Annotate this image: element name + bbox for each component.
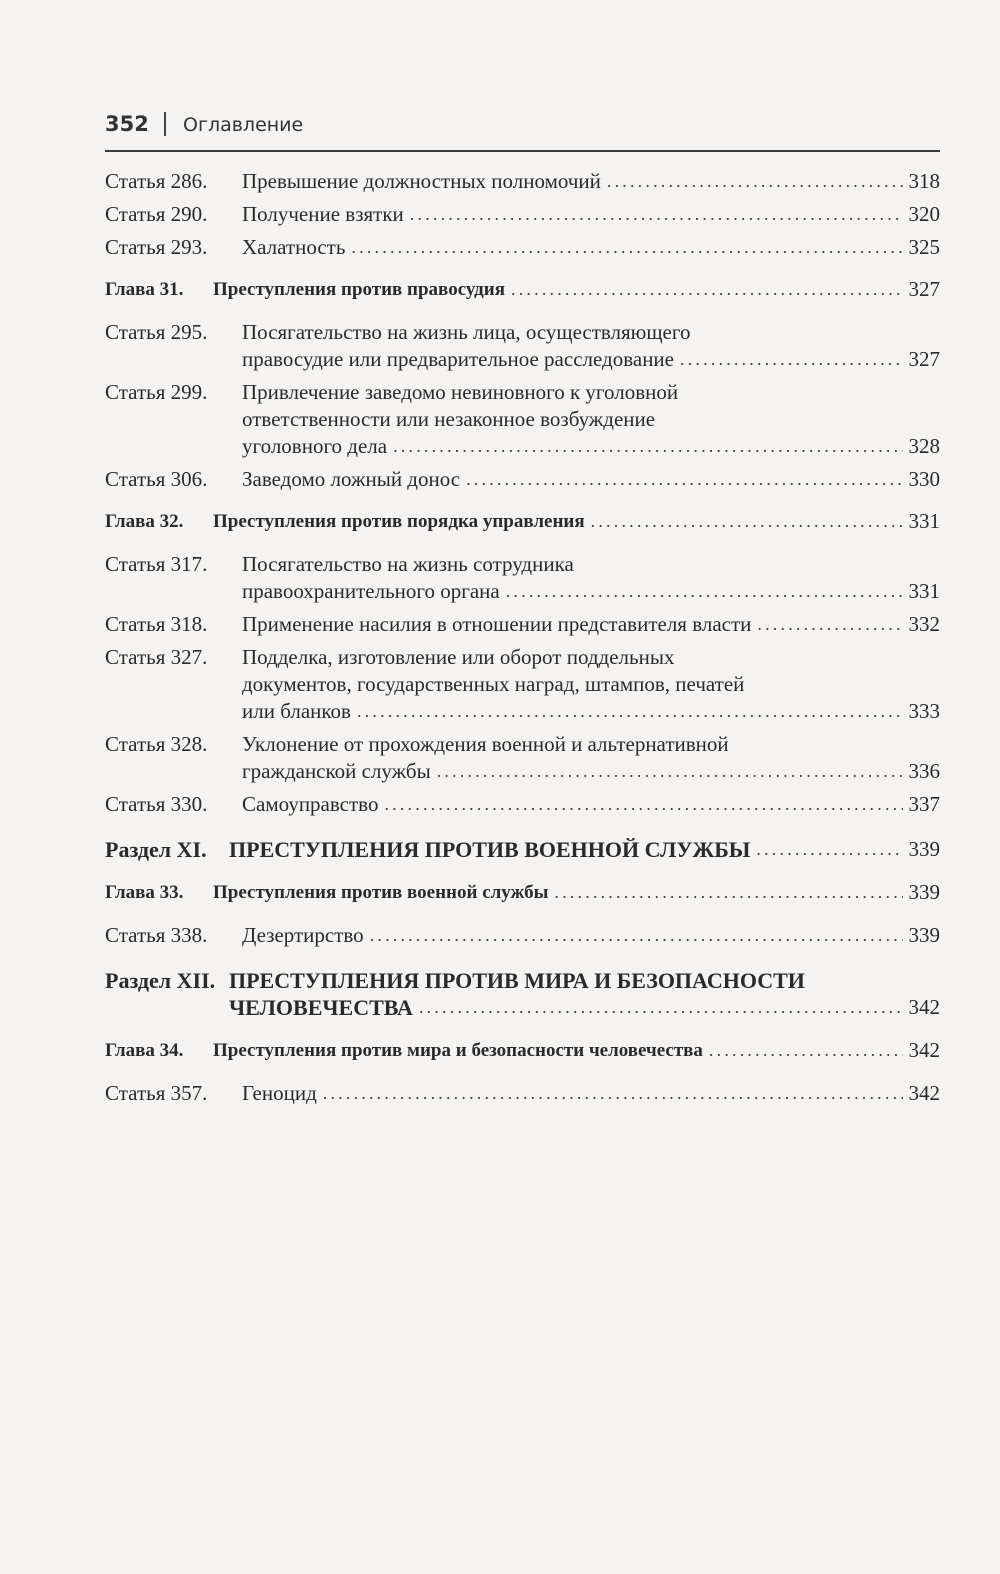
running-header bbox=[105, 106, 940, 152]
toc-entry-title-line: правосудие или предварительное расследование bbox=[242, 347, 674, 371]
toc-entry-label: Глава 31. bbox=[105, 279, 184, 300]
toc-entry-title bbox=[242, 644, 940, 725]
toc-entry-label: Раздел XII. bbox=[105, 968, 216, 993]
toc-entry-page: 337 bbox=[908, 792, 940, 816]
toc-entry-label: Статья 317. bbox=[105, 552, 208, 576]
toc-entry-title-line: Посягательство на жизнь лица, осуществляющего bbox=[242, 320, 691, 344]
toc-entry-section bbox=[105, 836, 940, 863]
toc-entry-label: Статья 293. bbox=[105, 235, 208, 259]
toc-entry-page: 318 bbox=[908, 169, 940, 193]
toc-entry-title-line: Преступления против правосудия bbox=[213, 279, 506, 300]
toc-entry-article bbox=[105, 201, 940, 228]
toc-entry-title bbox=[242, 731, 940, 785]
toc-entry-title bbox=[242, 611, 940, 638]
dot-leader bbox=[357, 698, 903, 725]
toc-entry-label: Статья 318. bbox=[105, 612, 208, 636]
toc-entry-page: 342 bbox=[908, 1081, 940, 1105]
toc-entry-title-line: Заведомо ложный донос bbox=[242, 467, 461, 491]
toc-entry-article bbox=[105, 731, 940, 785]
toc-entry-page: 339 bbox=[908, 880, 940, 904]
toc-entry-page: 327 bbox=[908, 347, 940, 371]
toc-entry-title-line: Превышение должностных полномочий bbox=[242, 169, 601, 193]
toc-entry-article bbox=[105, 922, 940, 949]
toc-entry-title bbox=[229, 836, 940, 863]
toc-entry-chapter bbox=[105, 276, 940, 303]
toc-entry-label: Раздел XI. bbox=[105, 837, 207, 862]
toc-entry-page: 320 bbox=[908, 202, 940, 226]
dot-leader bbox=[709, 1037, 903, 1064]
toc-entry-page: 339 bbox=[908, 837, 940, 861]
toc-entry-title-line: Применение насилия в отношении представителя власти bbox=[242, 612, 752, 636]
toc-entry-page: 327 bbox=[908, 277, 940, 301]
toc-entry-title-line: Подделка, изготовление или оборот поддельных bbox=[242, 645, 675, 669]
toc-entry-article bbox=[105, 1080, 940, 1107]
dot-leader bbox=[370, 922, 903, 949]
toc-entry-article bbox=[105, 791, 940, 818]
dot-leader bbox=[466, 466, 902, 493]
toc-entry-article bbox=[105, 234, 940, 261]
dot-leader bbox=[351, 234, 902, 261]
toc-entry-title-line: Геноцид bbox=[242, 1081, 317, 1105]
dot-leader bbox=[323, 1080, 903, 1107]
toc-entry-page: 330 bbox=[908, 467, 940, 491]
toc-entry-title-line: или бланков bbox=[242, 699, 351, 723]
toc-entry-article bbox=[105, 379, 940, 460]
toc-entry-section bbox=[105, 967, 940, 1021]
toc-entry-title bbox=[213, 1037, 940, 1064]
toc-entry-page: 331 bbox=[908, 579, 940, 603]
toc-entry-article bbox=[105, 551, 940, 605]
toc-entry-chapter bbox=[105, 508, 940, 535]
toc-entry-title-line: ЧЕЛОВЕЧЕСТВА bbox=[229, 995, 413, 1020]
toc-entry-page: 325 bbox=[908, 235, 940, 259]
toc-entry-title bbox=[242, 922, 940, 949]
dot-leader bbox=[757, 611, 902, 638]
toc-entry-title bbox=[213, 276, 940, 303]
toc-entry-title-line: документов, государственных наград, штампов, печатей bbox=[242, 672, 745, 696]
toc-entry-article bbox=[105, 466, 940, 493]
toc-entry-title-line: Преступления против порядка управления bbox=[213, 511, 585, 532]
toc-entry-title-line: правоохранительного органа bbox=[242, 579, 500, 603]
dot-leader bbox=[680, 346, 903, 373]
toc-entry-title-line: Дезертирство bbox=[242, 923, 364, 947]
toc-entry-title bbox=[242, 234, 940, 261]
toc-entry-page: 342 bbox=[908, 995, 940, 1019]
toc-entry-chapter bbox=[105, 879, 940, 906]
toc-entry-title bbox=[213, 508, 940, 535]
toc-entry-page: 336 bbox=[908, 759, 940, 783]
toc-entry-page: 332 bbox=[908, 612, 940, 636]
toc-entry-title bbox=[242, 1080, 940, 1107]
toc-entry-label: Статья 299. bbox=[105, 380, 208, 404]
toc-entry-label: Глава 32. bbox=[105, 511, 184, 532]
toc-entry-title-line: Получение взятки bbox=[242, 202, 404, 226]
toc-entry-label: Глава 33. bbox=[105, 882, 184, 903]
toc-entry-article bbox=[105, 611, 940, 638]
page-number: 352 bbox=[105, 112, 149, 136]
toc-entry-label: Статья 338. bbox=[105, 923, 208, 947]
dot-leader bbox=[384, 791, 902, 818]
toc-entry-article bbox=[105, 168, 940, 195]
toc-entry-article bbox=[105, 319, 940, 373]
toc-entry-page: 333 bbox=[908, 699, 940, 723]
toc-entry-title bbox=[213, 879, 940, 906]
toc-entry-label: Статья 295. bbox=[105, 320, 208, 344]
toc-entry-title-line: Преступления против мира и безопасности человечества bbox=[213, 1040, 703, 1061]
toc-entry-title bbox=[242, 319, 940, 373]
toc-entry-page: 339 bbox=[908, 923, 940, 947]
toc-entry-label: Глава 34. bbox=[105, 1040, 184, 1061]
toc-entry-title-line: ПРЕСТУПЛЕНИЯ ПРОТИВ МИРА И БЕЗОПАСНОСТИ bbox=[229, 968, 805, 993]
toc-entry-page: 331 bbox=[908, 509, 940, 533]
toc-entry-title bbox=[242, 791, 940, 818]
dot-leader bbox=[607, 168, 903, 195]
toc-entry-title-line: Самоуправство bbox=[242, 792, 379, 816]
running-title: Оглавление bbox=[183, 114, 304, 136]
toc-entry-page: 342 bbox=[908, 1038, 940, 1062]
toc-entry-page: 328 bbox=[908, 434, 940, 458]
toc-entry-title-line: Уклонение от прохождения военной и альтернативной bbox=[242, 732, 729, 756]
dot-leader bbox=[393, 433, 902, 460]
header-divider bbox=[164, 112, 166, 136]
toc-entry-article bbox=[105, 644, 940, 725]
toc-entry-title bbox=[242, 466, 940, 493]
toc-entry-chapter bbox=[105, 1037, 940, 1064]
toc-entry-label: Статья 290. bbox=[105, 202, 208, 226]
dot-leader bbox=[506, 578, 903, 605]
toc-entry-title-line: Привлечение заведомо невиновного к уголовной bbox=[242, 380, 679, 404]
toc-entry-label: Статья 328. bbox=[105, 732, 208, 756]
toc-entry-title bbox=[229, 967, 940, 1021]
dot-leader bbox=[591, 508, 903, 535]
toc-entry-label: Статья 306. bbox=[105, 467, 208, 491]
toc-entry-title-line: уголовного дела bbox=[242, 434, 388, 458]
toc-entry-title-line: Преступления против военной службы bbox=[213, 882, 549, 903]
toc-entry-label: Статья 286. bbox=[105, 169, 208, 193]
dot-leader bbox=[437, 758, 903, 785]
toc-entry-label: Статья 330. bbox=[105, 792, 208, 816]
dot-leader bbox=[410, 201, 903, 228]
dot-leader bbox=[756, 836, 902, 863]
toc-entry-title-line: гражданской службы bbox=[242, 759, 431, 783]
table-of-contents bbox=[105, 168, 940, 1113]
dot-leader bbox=[419, 994, 903, 1021]
dot-leader bbox=[554, 879, 902, 906]
dot-leader bbox=[511, 276, 902, 303]
toc-entry-title-line: Халатность bbox=[242, 235, 346, 259]
toc-entry-label: Статья 327. bbox=[105, 645, 208, 669]
toc-entry-title bbox=[242, 168, 940, 195]
toc-entry-title bbox=[242, 201, 940, 228]
toc-entry-label: Статья 357. bbox=[105, 1081, 208, 1105]
toc-entry-title-line: Посягательство на жизнь сотрудника bbox=[242, 552, 574, 576]
toc-entry-title bbox=[242, 379, 940, 460]
toc-entry-title bbox=[242, 551, 940, 605]
toc-entry-title-line: ПРЕСТУПЛЕНИЯ ПРОТИВ ВОЕННОЙ СЛУЖБЫ bbox=[229, 837, 751, 862]
toc-entry-title-line: ответственности или незаконное возбуждение bbox=[242, 407, 656, 431]
